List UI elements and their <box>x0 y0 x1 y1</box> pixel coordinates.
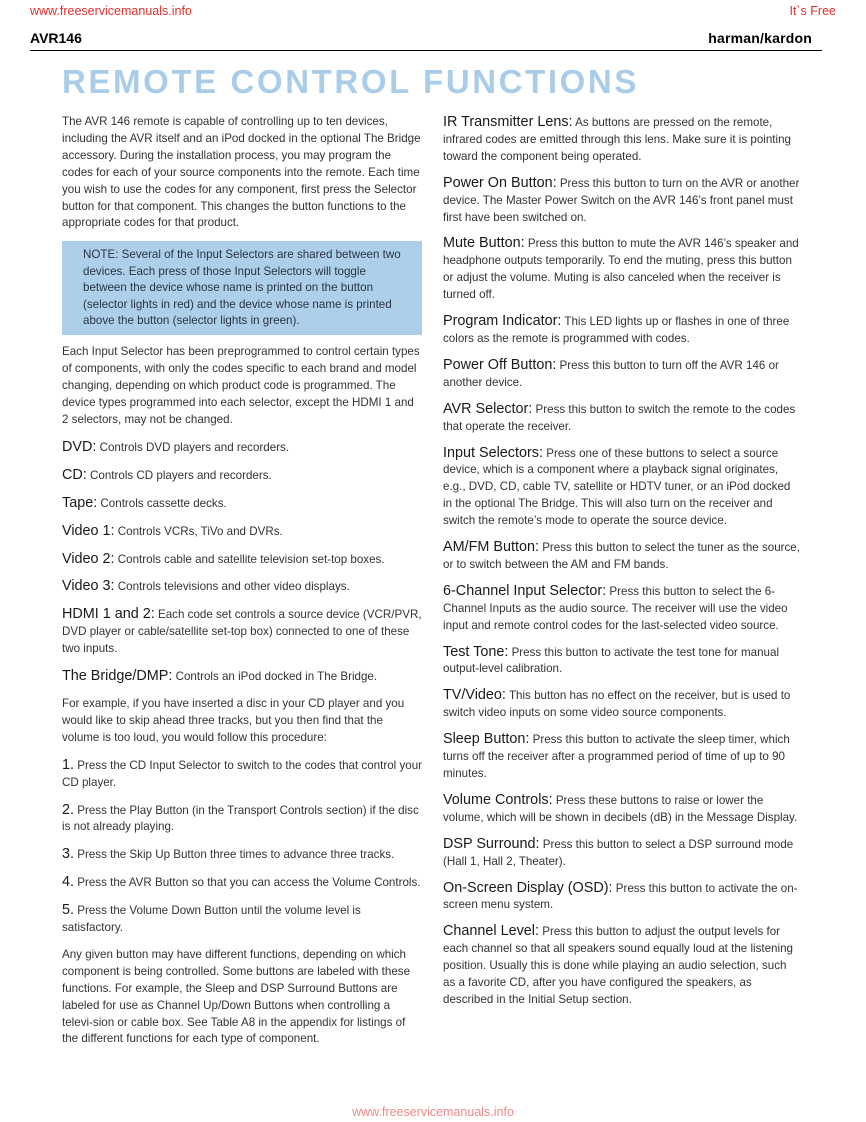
function-text: This button has no effect on the receiver, but is used to switch video inputs on some video source components. <box>443 689 791 720</box>
step-text: Press the AVR Button so that you can access the Volume Controls. <box>74 876 421 890</box>
function-item-avr-selector <box>443 401 801 436</box>
function-label: Power On Button: <box>443 174 557 191</box>
selector-item-tape <box>62 495 422 513</box>
selector-label: HDMI 1 and 2: <box>62 606 155 623</box>
function-label: 6-Channel Input Selector: <box>443 582 607 599</box>
function-text: Press this button to select the 6-Channel Inputs as the audio source. The receiver will use the video input and remote control codes for the last-selected video source. <box>443 584 788 632</box>
selector-text: Controls VCRs, TiVo and DVRs. <box>114 524 283 538</box>
function-item-sleep <box>443 731 801 783</box>
function-text: This LED lights up or flashes in one of three colors as the remote is programmed with codes. <box>443 315 790 345</box>
closing-paragraph: Any given button may have different functions, depending on which component is being controlled. Some buttons are labeled with these functions. For example, the Sleep and DSP Surround Buttons are labeled for use as Channel Up/Down Buttons when controlling a televi-sion or cable box. See Table A8 in the appendix for listings of the different functions for each type of component. <box>62 947 411 1046</box>
function-label: Program Indicator: <box>443 313 562 330</box>
selector-item-dvd <box>62 439 422 457</box>
selector-label: The Bridge/DMP: <box>62 668 173 685</box>
step-item <box>62 802 422 837</box>
selector-text: Controls an iPod docked in The Bridge. <box>172 670 378 684</box>
function-label: IR Transmitter Lens: <box>443 114 573 130</box>
function-text: Press this button to turn off the AVR 146 or another device. <box>443 358 779 389</box>
function-item-program-indicator <box>443 313 801 348</box>
function-item-power-off <box>443 357 801 392</box>
function-label: Test Tone: <box>443 643 509 660</box>
function-label: TV/Video: <box>443 687 506 704</box>
selector-item-hdmi <box>62 606 422 658</box>
function-text: As buttons are pressed on the remote, infrared codes are emitted through this lens. Make sure it is pointing toward the component being operated. <box>443 116 791 163</box>
function-item-channel-level <box>443 923 801 1009</box>
brand-logo: harman/kardon <box>708 30 812 46</box>
model-label: AVR146 <box>30 30 82 46</box>
selector-label: DVD: <box>62 438 97 455</box>
selector-text: Each code set controls a source device (VCR/PVR, DVD player or cable/satellite set-top box) connected to one of these two inputs. <box>62 608 422 656</box>
header-rule <box>30 50 822 51</box>
selector-item-cd <box>62 467 422 485</box>
step-number: 4. <box>62 874 75 891</box>
function-label: Sleep Button: <box>443 731 530 748</box>
selector-item-bridge <box>62 668 422 686</box>
selector-item-video3 <box>62 578 422 596</box>
selector-label: CD: <box>62 466 87 483</box>
step-number: 1. <box>62 756 75 773</box>
watermark-its-free: It`s Free <box>789 4 836 18</box>
function-text: Press this button to select a DSP surround mode (Hall 1, Hall 2, Theater). <box>443 837 794 868</box>
function-item-mute <box>443 235 801 304</box>
function-item-am-fm <box>443 539 801 574</box>
watermark-link-bottom[interactable]: www.freeservicemanuals.info <box>352 1105 514 1119</box>
function-label: On-Screen Display (OSD): <box>443 879 613 896</box>
step-item <box>62 874 422 892</box>
function-label: DSP Surround: <box>443 835 540 852</box>
function-text: Press this button to activate the on-screen menu system. <box>443 881 798 912</box>
function-item-volume <box>443 792 801 827</box>
selector-text: Controls televisions and other video displays. <box>114 580 350 594</box>
function-item-tv-video <box>443 687 801 722</box>
example-paragraph: For example, if you have inserted a disc in your CD player and you would like to skip ahead three tracks, but you then find that the volume is too loud, you would follow this procedure: <box>62 696 405 744</box>
selector-label: Video 1: <box>62 522 115 539</box>
selector-label: Tape: <box>62 494 98 511</box>
function-item-test-tone <box>443 644 801 679</box>
function-item-osd <box>443 880 801 915</box>
function-text: Press this button to adjust the output levels for each channel so that all speakers sound equally loud at the listening position. Usually this is done while playing an audio selection, such as a favorite CD, after you have configured the speakers, as described in the Initial Setup section. <box>443 925 793 1006</box>
function-label: AVR Selector: <box>443 400 533 417</box>
function-text: Press these buttons to raise or lower the volume, which will be shown in decibels (dB) in the Message Display. <box>443 793 798 824</box>
function-label: Volume Controls: <box>443 791 553 808</box>
function-text: Press this button to mute the AVR 146’s speaker and headphone outputs temporarily. To end the muting, press this button or adjust the volume. Muting is also canceled when the receiver is turned off. <box>443 237 799 302</box>
selector-item-video2 <box>62 551 422 569</box>
selector-text: Controls CD players and recorders. <box>86 468 272 482</box>
step-item <box>62 846 422 864</box>
page-title: REMOTE CONTROL FUNCTIONS <box>62 63 639 100</box>
selector-label: Video 3: <box>62 578 115 595</box>
selector-text: Controls DVD players and recorders. <box>96 440 290 454</box>
step-number: 5. <box>62 902 75 919</box>
function-item-power-on <box>443 175 801 227</box>
function-item-ir-lens <box>443 114 801 166</box>
selector-text: Controls cable and satellite television set-top boxes. <box>114 552 385 566</box>
function-text: Press this button to turn on the AVR or another device. The Master Power Switch on the AVR 146’s front panel must first have been switched on. <box>443 176 800 224</box>
function-text: Press this button to switch the remote to the codes that operate the receiver. <box>443 402 796 433</box>
step-text: Press the Volume Down Button until the volume level is satisfactory. <box>62 904 361 935</box>
step-number: 3. <box>62 846 75 863</box>
intro-paragraph: The AVR 146 remote is capable of controlling up to ten devices, including the AVR itself and an iPod docked in the optional The Bridge accessory. During the installation process, you may program the codes for each of your source components into the remote. Each time you wish to use the codes for any component, first press the Selector button for that component. This changes the button functions to the appropriate codes for that product. <box>62 115 421 230</box>
step-list <box>62 757 422 937</box>
right-column <box>443 114 801 1018</box>
selector-label: Video 2: <box>62 550 115 567</box>
step-item <box>62 757 422 792</box>
left-column <box>62 114 422 1058</box>
step-item <box>62 902 422 937</box>
selector-list <box>62 439 422 686</box>
function-label: Power Off Button: <box>443 356 557 373</box>
step-text: Press the Play Button (in the Transport Controls section) if the disc is not already playing. <box>62 803 419 834</box>
function-text: Press this button to activate the test tone for manual output-level calibration. <box>443 645 780 676</box>
function-label: AM/FM Button: <box>443 539 539 556</box>
watermark-link-top[interactable]: www.freeservicemanuals.info <box>30 4 192 18</box>
function-text: Press this button to activate the sleep timer, which turns off the receiver after a programmed period of time of up to 90 minutes. <box>443 733 790 780</box>
selector-text: Controls cassette decks. <box>97 496 227 510</box>
note-box: NOTE: Several of the Input Selectors are shared between two devices. Each press of those Input Selectors will toggle between the device whose name is printed on the button (selector lights in red) and the device whose name is printed above the button (selector lights in green). <box>62 241 422 335</box>
step-text: Press the Skip Up Button three times to advance three tracks. <box>74 848 395 862</box>
function-text: Press this button to select the tuner as the source, or to switch between the AM and FM bands. <box>443 541 800 571</box>
function-item-6ch-input <box>443 583 801 635</box>
step-number: 2. <box>62 801 75 818</box>
selector-item-video1 <box>62 523 422 541</box>
function-label: Mute Button: <box>443 235 525 252</box>
step-text: Press the CD Input Selector to switch to the codes that control your CD player. <box>62 758 422 789</box>
function-item-input-selectors <box>443 445 801 531</box>
preprogrammed-paragraph: Each Input Selector has been preprogrammed to control certain types of components, with only the codes specific to each brand and model changing, depending on which product code is programmed. The device types programmed into each selector, except the HDMI 1 and 2 selectors, may not be changed. <box>62 345 420 426</box>
function-item-dsp-surround <box>443 836 801 871</box>
function-text: Press one of these buttons to select a source device, which is a component where a playback signal originates, e.g., DVD, CD, cable TV, satellite or HDTV tuner, or an iPod docked in the optional The Bridge. This will also turn on the receiver and switch the remote’s mode to operate the source device. <box>443 446 791 528</box>
function-label: Input Selectors: <box>443 444 543 461</box>
function-label: Channel Level: <box>443 923 540 940</box>
